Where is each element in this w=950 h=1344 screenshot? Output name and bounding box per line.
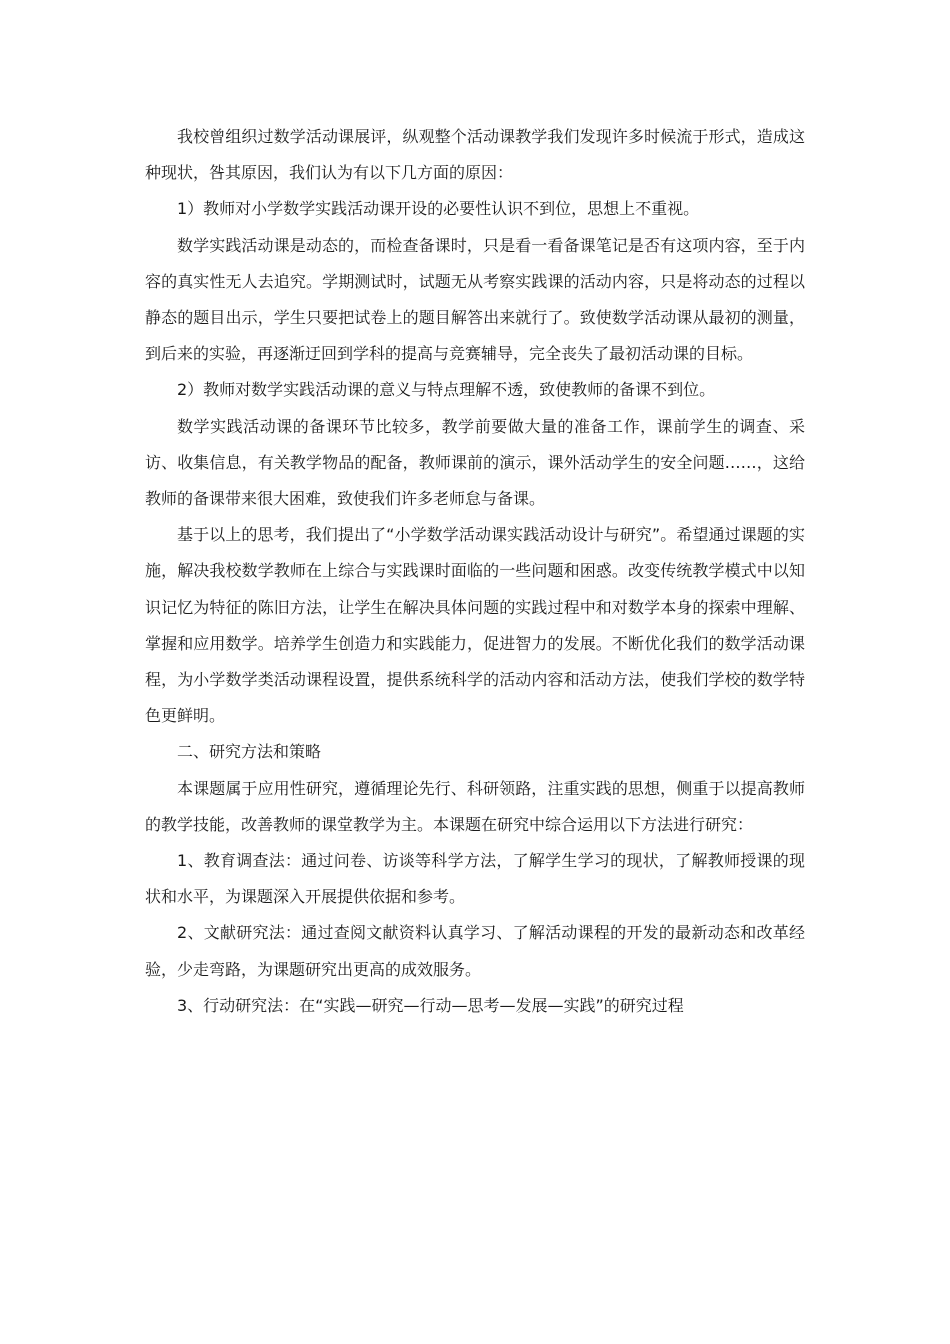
paragraph-methods-intro: 本课题属于应用性研究，遵循理论先行、科研领路，注重实践的思想，侧重于以提高教师的教学技能，改善教师的课堂教学为主。本课题在研究中综合运用以下方法进行研究： — [145, 778, 805, 834]
section-heading-methods: 二、研究方法和策略 — [177, 742, 322, 762]
paragraph-reason-1-detail: 数学实践活动课是动态的，而检查备课时，只是看一看备课笔记是否有这项内容，至于内容的真实性无人去追究。学期测试时，试题无从考察实践课的活动内容，只是将动态的过程以静态的题目出示，学生只要把试卷上的题目解答出来就行了。致使数学活动课从最初的测量，到后来的实验，再逐渐迂回到学科的提高与竞赛辅导，完全丧失了最初活动课的目标。 — [145, 235, 805, 364]
paragraph-method-survey: 1、教育调查法：通过问卷、访谈等科学方法，了解学生学习的现状，了解教师授课的现状和水平，为课题深入开展提供依据和参考。 — [145, 851, 805, 907]
paragraph-summary: 基于以上的思考，我们提出了“小学数学活动课实践活动设计与研究”。希望通过课题的实施，解决我校数学教师在上综合与实践课时面临的一些问题和困惑。改变传统教学模式中以知识记忆为特征的陈旧方法，让学生在解决具体问题的实践过程中和对数学本身的探索中理解、掌握和应用数学。培养学生创造力和实践能力，促进智力的发展。不断优化我们的数学活动课程，为小学数学类活动课程设置，提供系统科学的活动内容和活动方法，使我们学校的数学特色更鲜明。 — [145, 525, 805, 726]
paragraph-reason-1: 1）教师对小学数学实践活动课开设的必要性认识不到位，思想上不重视。 — [177, 199, 700, 219]
paragraph-method-action: 3、行动研究法：在“实践—研究—行动—思考—发展—实践”的研究过程 — [177, 995, 684, 1015]
paragraph-reason-2-detail: 数学实践活动课的备课环节比较多，教学前要做大量的准备工作，课前学生的调查、采访、收集信息，有关教学物品的配备，教师课前的演示，课外活动学生的安全问题……，这给教师的备课带来很大困难，致使我们许多老师怠与备课。 — [145, 416, 805, 509]
paragraph-method-literature: 2、文献研究法：通过查阅文献资料认真学习、了解活动课程的开发的最新动态和改革经验，少走弯路，为课题研究出更高的成效服务。 — [145, 923, 805, 979]
paragraph-reason-2: 2）教师对数学实践活动课的意义与特点理解不透，致使教师的备课不到位。 — [177, 380, 716, 400]
paragraph-intro: 我校曾组织过数学活动课展评，纵观整个活动课教学我们发现许多时候流于形式，造成这种现状，咎其原因，我们认为有以下几方面的原因： — [145, 127, 805, 183]
document-body — [145, 119, 805, 1024]
